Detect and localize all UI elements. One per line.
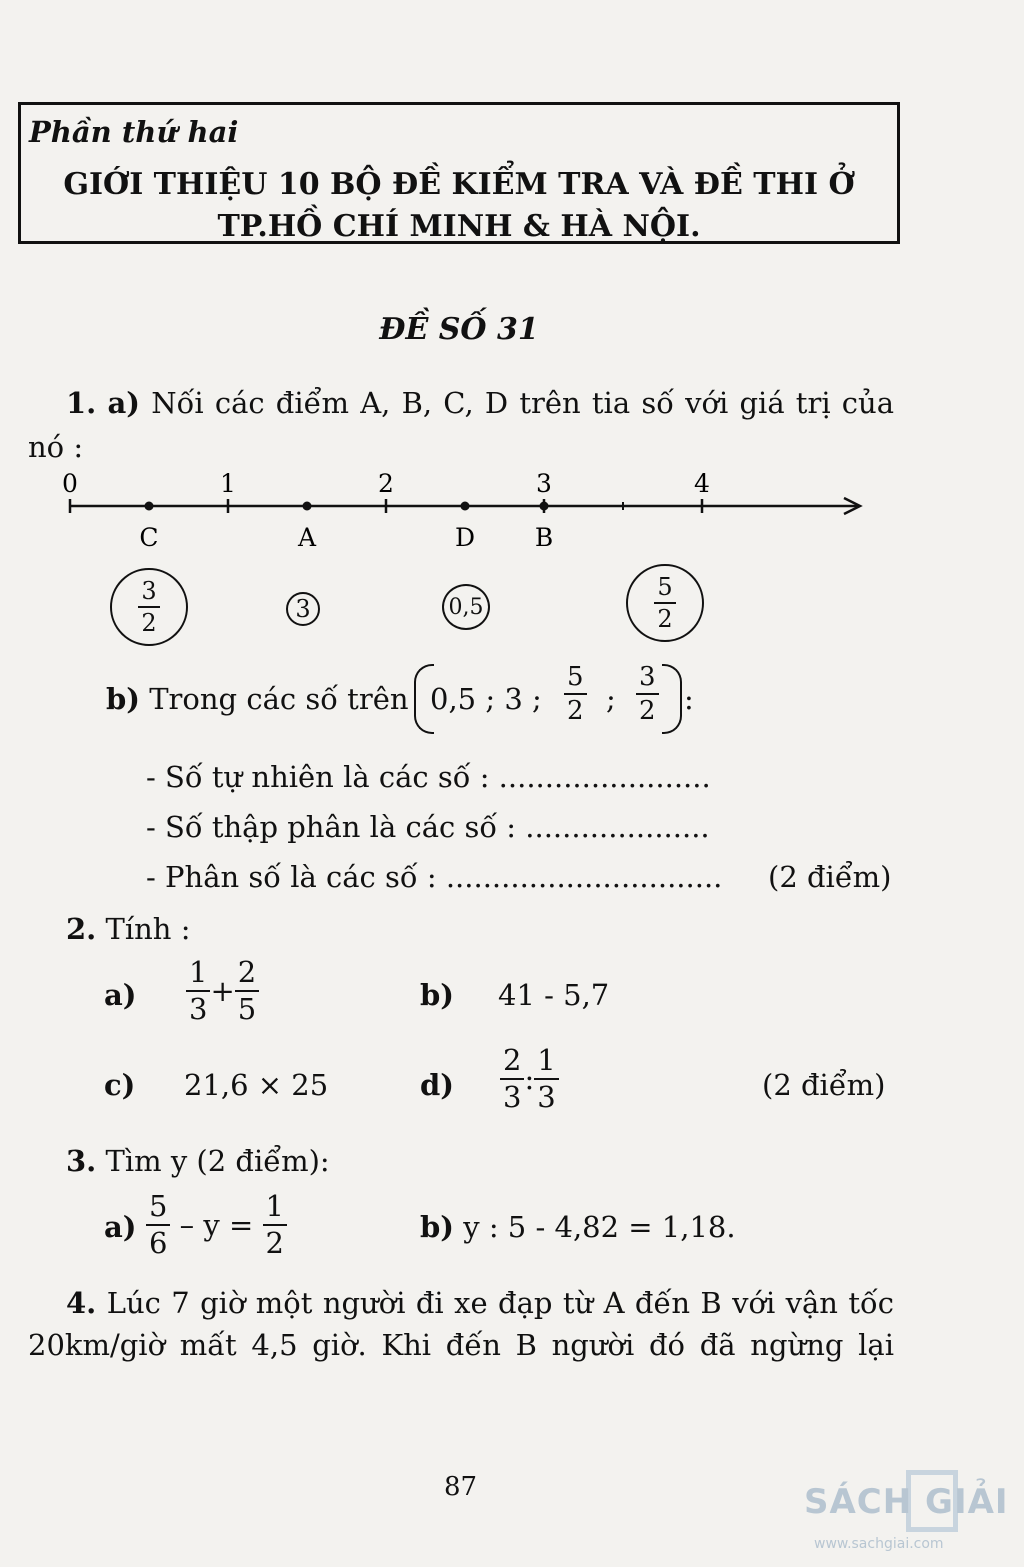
q3-b-line <box>420 1210 736 1244</box>
set-fraction-3-2: $\frac{3}{2}$ <box>636 664 659 724</box>
q3-number: 3. <box>66 1144 97 1178</box>
circled-value-0-5: 0,5 <box>442 584 490 630</box>
tick-label-0: 0 <box>62 469 78 498</box>
q3-title: Tìm y (2 điểm): <box>105 1144 330 1178</box>
point-A[interactable] <box>303 502 312 511</box>
set-colon: : <box>684 682 694 716</box>
q1-a-text: Nối các điểm A, B, C, D trên tia số với giá trị của <box>151 386 895 420</box>
q3-a-expression: $\frac{5}{6}$ – y = $\frac{1}{2}$ <box>146 1192 287 1258</box>
tick-label-3: 3 <box>536 469 552 498</box>
q2-b-label: b) <box>420 978 454 1012</box>
q1-b-text: Trong các số trên <box>149 682 409 716</box>
point-D[interactable] <box>461 502 470 511</box>
set-separator: ; <box>606 682 616 716</box>
point-label-B: B <box>534 523 554 552</box>
page-number: 87 <box>444 1472 478 1502</box>
number-line <box>40 462 880 562</box>
point-label-A: A <box>297 523 317 552</box>
q2-a-expression: $\frac{1}{3}$ + $\frac{2}{5}$ <box>186 958 259 1024</box>
set-values: 0,5 ; 3 ; <box>430 682 542 716</box>
tick-label-4: 4 <box>694 469 710 498</box>
q4-line2: 20km/giờ mất 4,5 giờ. Khi đến B người đó đã ngừng lại <box>28 1328 894 1362</box>
header-title-line2: TP.HỒ CHÍ MINH & HÀ NỘI. <box>217 209 701 244</box>
point-label-C: C <box>139 523 159 552</box>
answer-line-decimal: - Số thập phân là các số : .................... <box>146 810 710 844</box>
q3-b-expression: y : 5 - 4,82 = 1,18. <box>463 1210 736 1244</box>
tick-label-1: 1 <box>220 469 236 498</box>
q1-a-continuation: nó : <box>28 430 84 464</box>
q1-a-label: a) <box>107 386 141 420</box>
header-title-line1: GIỚI THIỆU 10 BỘ ĐỀ KIỂM TRA VÀ ĐỀ THI Ở <box>63 167 855 202</box>
q2-c-label: c) <box>104 1068 136 1102</box>
set-fraction-5-2: $\frac{5}{2}$ <box>564 664 587 724</box>
site-logo <box>804 1462 1014 1562</box>
q1-part-a-line <box>28 386 894 420</box>
q1-b-line <box>106 682 409 716</box>
q3-b-label: b) <box>420 1210 454 1244</box>
q3-heading <box>66 1144 330 1178</box>
q2-a-label: a) <box>104 978 137 1012</box>
logo-url: www.sachgiai.com <box>814 1536 944 1552</box>
q4-line1 <box>28 1286 894 1320</box>
circled-value-5-2: $\frac{5}{2}$ <box>626 564 704 642</box>
circled-value-3: 3 <box>286 592 320 626</box>
section-label: Phần thứ hai <box>29 115 239 149</box>
q4-text: Lúc 7 giờ một người đi xe đạp từ A đến B với vận tốc <box>106 1286 895 1320</box>
q2-heading <box>66 912 190 946</box>
point-label-D: D <box>454 523 476 552</box>
q2-d-expression: $\frac{2}{3}$ : $\frac{1}{3}$ <box>500 1046 559 1112</box>
logo-text: SÁCH GIẢI <box>804 1482 1009 1522</box>
q1-points: (2 điểm) <box>768 860 892 894</box>
set-paren-right <box>662 664 682 734</box>
q2-number: 2. <box>66 912 97 946</box>
q2-c-expression: 21,6 × 25 <box>184 1068 329 1102</box>
q2-d-label: d) <box>420 1068 454 1102</box>
q4-number: 4. <box>66 1286 97 1320</box>
q1-b-label: b) <box>106 682 140 716</box>
section-header-box <box>18 102 900 244</box>
tick-label-2: 2 <box>378 469 394 498</box>
answer-line-fraction: - Phân số là các số : .............................. <box>146 860 723 894</box>
point-C[interactable] <box>145 502 154 511</box>
answer-line-natural: - Số tự nhiên là các số : ....................... <box>146 760 711 794</box>
q2-title: Tính : <box>105 912 191 946</box>
circled-value-3-2: $\frac{3}{2}$ <box>110 568 188 646</box>
q3-a-label: a) <box>104 1210 137 1244</box>
q2-b-expression: 41 - 5,7 <box>498 978 610 1012</box>
point-B[interactable] <box>540 502 549 511</box>
exam-title: ĐỀ SỐ 31 <box>379 312 539 347</box>
q1-number: 1. <box>66 386 97 420</box>
q2-points: (2 điểm) <box>762 1068 886 1102</box>
